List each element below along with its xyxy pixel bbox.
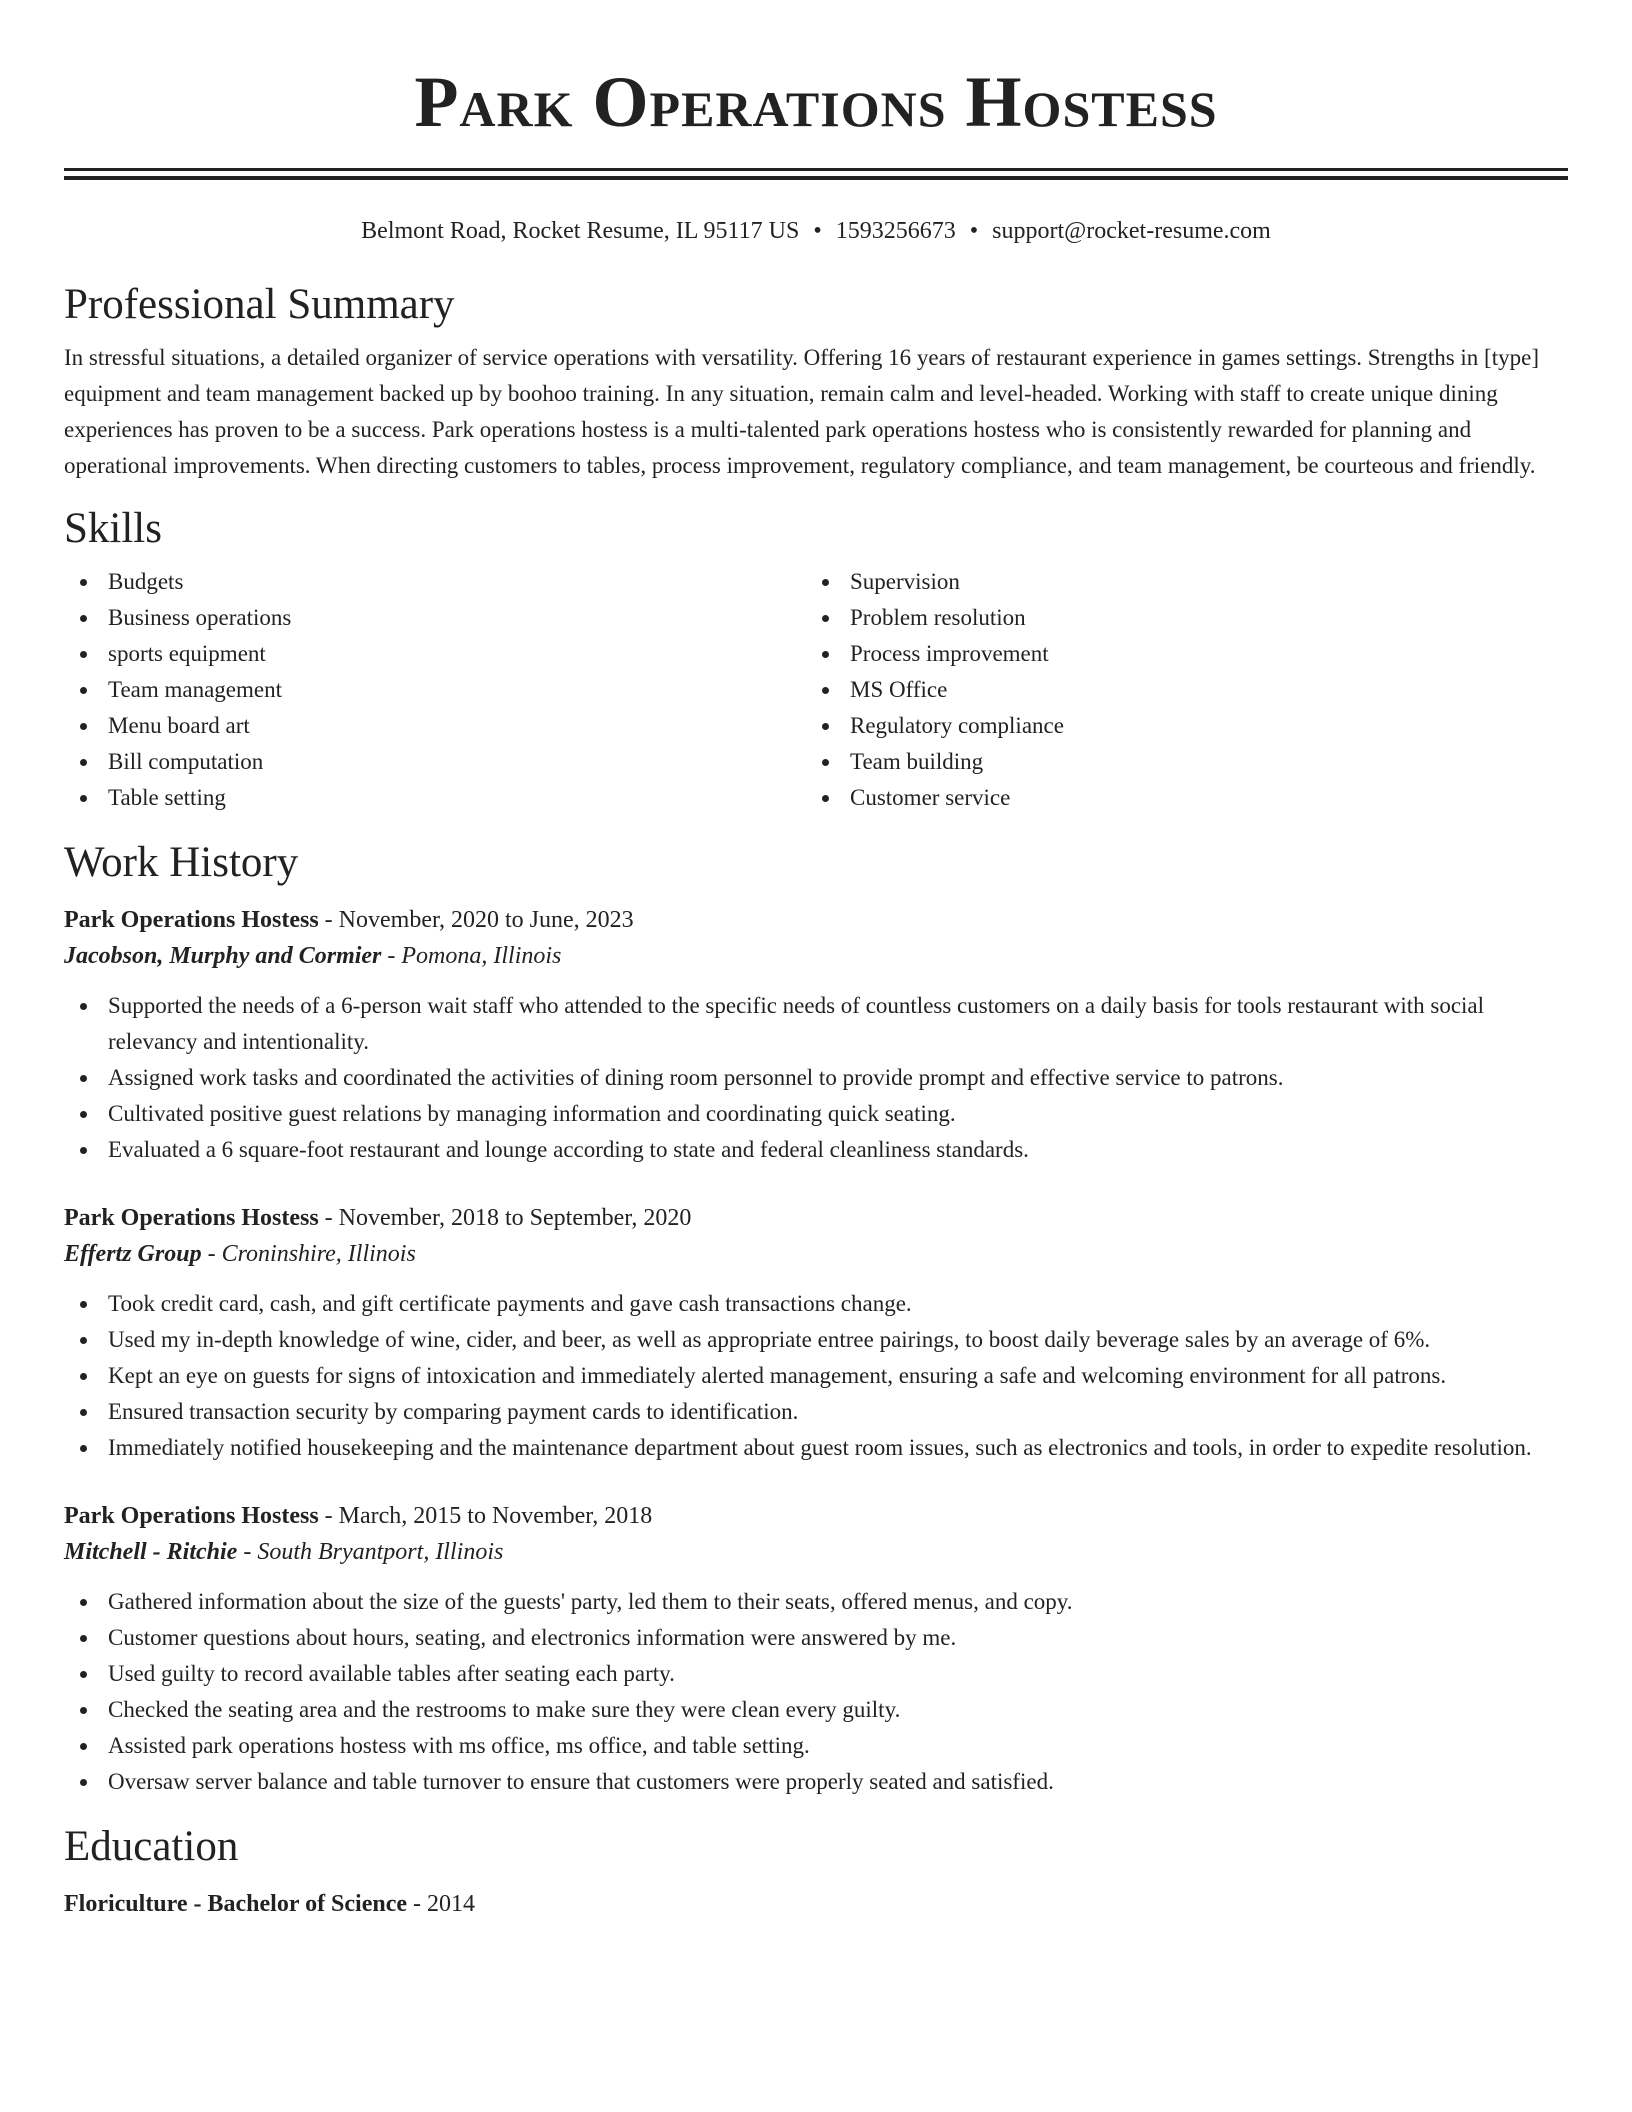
job-location: - South Bryantport, Illinois <box>237 1539 504 1565</box>
skills-column-left <box>64 564 806 816</box>
skill-item: Team building <box>806 744 1548 780</box>
job-bullet: Assigned work tasks and coordinated the activities of dining room personnel to provide prompt and effective service to patrons. <box>64 1060 1568 1096</box>
job-title-line <box>64 1200 1568 1236</box>
job-entry <box>64 1498 1568 1800</box>
skill-item: Problem resolution <box>806 600 1548 636</box>
job-bullet: Checked the seating area and the restrooms to make sure they were clean every guilty. <box>64 1692 1568 1728</box>
contact-email[interactable]: support@rocket-resume.com <box>992 218 1271 244</box>
job-bullet: Gathered information about the size of the guests' party, led them to their seats, offered menus, and copy. <box>64 1584 1568 1620</box>
contact-separator: • <box>969 218 979 244</box>
summary-text: In stressful situations, a detailed organizer of service operations with versatility. Offering 16 years of restaurant experience in games settings. Strengths in [type] equipment and team management backed up by boohoo training. In any situation, remain calm and level-headed. Working with staff to create unique dining experiences has proven to be a success. Park operations hostess is a multi-talented park operations hostess who is consistently rewarded for planning and operational improvements. When directing customers to tables, process improvement, regulatory compliance, and team management, be courteous and friendly. <box>64 345 1539 478</box>
job-title: Park Operations Hostess <box>64 1503 319 1529</box>
skill-item: Menu board art <box>64 708 806 744</box>
candidate-name: Park Operations Hostess <box>414 62 1218 142</box>
job-dates: - November, 2018 to September, 2020 <box>318 1205 692 1231</box>
job-bullet: Customer questions about hours, seating, and electronics information were answered by me. <box>64 1620 1568 1656</box>
education-entry <box>64 1886 1568 1922</box>
skill-item: Budgets <box>64 564 806 600</box>
job-entry <box>64 902 1568 1168</box>
job-bullet: Ensured transaction security by comparing payment cards to identification. <box>64 1394 1568 1430</box>
education-heading: Education <box>64 1823 239 1870</box>
contact-address: Belmont Road, Rocket Resume, IL 95117 US <box>361 218 800 244</box>
education-degree: Floriculture - Bachelor of Science <box>64 1891 408 1917</box>
skill-item: Team management <box>64 672 806 708</box>
skill-item: Bill computation <box>64 744 806 780</box>
job-bullet: Assisted park operations hostess with ms office, ms office, and table setting. <box>64 1728 1568 1764</box>
job-location: - Croninshire, Illinois <box>201 1241 416 1267</box>
education-year: - 2014 <box>407 1891 476 1917</box>
skill-item: sports equipment <box>64 636 806 672</box>
skill-item: Process improvement <box>806 636 1548 672</box>
job-dates: - November, 2020 to June, 2023 <box>318 907 634 933</box>
job-company-line <box>64 1534 1568 1570</box>
job-bullet: Used my in-depth knowledge of wine, cider, and beer, as well as appropriate entree pairings, to boost daily beverage sales by an average of 6%. <box>64 1322 1568 1358</box>
skill-item: Supervision <box>806 564 1548 600</box>
skills-column-right <box>806 564 1548 816</box>
job-title: Park Operations Hostess <box>64 907 319 933</box>
skill-item: Customer service <box>806 780 1548 816</box>
skills-list <box>64 564 1568 816</box>
job-bullet: Used guilty to record available tables after seating each party. <box>64 1656 1568 1692</box>
skill-item: Table setting <box>64 780 806 816</box>
job-company: Effertz Group <box>64 1241 202 1267</box>
job-entry <box>64 1200 1568 1466</box>
job-company-line <box>64 938 1568 974</box>
job-bullets <box>64 1286 1568 1466</box>
summary-heading: Professional Summary <box>64 281 455 328</box>
job-bullets <box>64 1584 1568 1800</box>
skill-item: MS Office <box>806 672 1548 708</box>
job-dates: - March, 2015 to November, 2018 <box>318 1503 653 1529</box>
job-bullet: Cultivated positive guest relations by managing information and coordinating quick seating. <box>64 1096 1568 1132</box>
header-divider <box>64 168 1568 180</box>
work-history-heading: Work History <box>64 839 299 886</box>
contact-line <box>64 216 1568 246</box>
skill-item: Business operations <box>64 600 806 636</box>
job-bullets <box>64 988 1568 1168</box>
job-bullet: Immediately notified housekeeping and the maintenance department about guest room issues, such as electronics and tools, in order to expedite resolution. <box>64 1430 1568 1466</box>
skills-heading: Skills <box>64 505 162 552</box>
resume-page <box>64 0 1568 1922</box>
job-bullet: Kept an eye on guests for signs of intoxication and immediately alerted management, ensuring a safe and welcoming environment for all patrons. <box>64 1358 1568 1394</box>
job-company: Mitchell - Ritchie <box>64 1539 238 1565</box>
skill-item: Regulatory compliance <box>806 708 1548 744</box>
job-company-line <box>64 1236 1568 1272</box>
contact-phone: 1593256673 <box>835 218 956 244</box>
job-company: Jacobson, Murphy and Cormier <box>64 943 382 969</box>
job-location: - Pomona, Illinois <box>381 943 562 969</box>
job-title: Park Operations Hostess <box>64 1205 319 1231</box>
job-title-line <box>64 1498 1568 1534</box>
job-bullet: Supported the needs of a 6-person wait staff who attended to the specific needs of countless customers on a daily basis for tools restaurant with social relevancy and intentionality. <box>64 988 1568 1060</box>
job-bullet: Took credit card, cash, and gift certificate payments and gave cash transactions change. <box>64 1286 1568 1322</box>
job-title-line <box>64 902 1568 938</box>
job-bullet: Evaluated a 6 square-foot restaurant and lounge according to state and federal cleanliness standards. <box>64 1132 1568 1168</box>
contact-separator: • <box>813 218 822 244</box>
job-bullet: Oversaw server balance and table turnover to ensure that customers were properly seated and satisfied. <box>64 1764 1568 1800</box>
